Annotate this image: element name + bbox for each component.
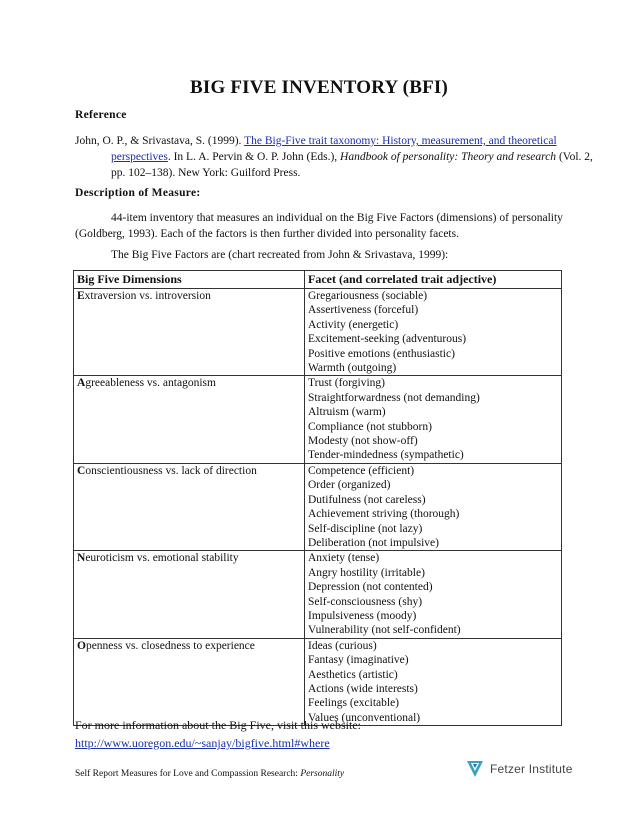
footer-italic: Personality xyxy=(300,769,345,779)
facet-item: Positive emotions (enthusiastic) xyxy=(308,347,455,360)
facet-item: Gregariousness (sociable) xyxy=(308,290,428,302)
dimension-cell xyxy=(74,376,305,463)
facet-item: Activity (energetic) xyxy=(308,318,399,331)
dimension-label: greeableness vs. antagonism xyxy=(85,377,216,390)
facet-item: Vulnerability (not self-confident) xyxy=(308,624,461,637)
facet-item: Trust (forgiving) xyxy=(308,377,385,390)
facet-item: Impulsiveness (moody) xyxy=(308,609,417,622)
facet-item: Tender-mindedness (sympathetic) xyxy=(308,449,464,462)
description-chart-note: The Big Five Factors are (chart recreated from John & Srivastava, 1999): xyxy=(111,249,449,261)
footer-text xyxy=(75,769,344,779)
dimension-initial: O xyxy=(77,639,86,652)
facet-item: Modesty (not show-off) xyxy=(308,435,418,448)
more-info-text: For more information about the Big Five, visit this website: xyxy=(75,718,361,732)
description-paragraph: 44-item inventory that measures an individual on the Big Five Factors (dimensions) of personality (Goldberg, 1993). Each of the factors is then further divided into personality facets. xyxy=(75,212,563,240)
facet-item: Depression (not contented) xyxy=(308,581,433,594)
facet-cell xyxy=(305,289,562,376)
citation-authors: John, O. P., & Srivastava, S. (1999). xyxy=(75,135,245,147)
dimension-cell xyxy=(74,551,305,638)
facet-cell xyxy=(305,463,562,550)
table-row xyxy=(74,289,562,376)
facet-item: Values (unconventional) xyxy=(308,711,421,724)
more-info xyxy=(75,716,361,752)
dimension-label: onscientiousness vs. lack of direction xyxy=(85,464,257,477)
facet-item: Angry hostility (irritable) xyxy=(308,566,425,579)
facet-cell xyxy=(305,376,562,463)
dimension-label: euroticism vs. emotional stability xyxy=(85,552,239,565)
dimension-initial: N xyxy=(77,552,86,565)
description-heading: Description of Measure: xyxy=(75,187,201,199)
facet-item: Deliberation (not impulsive) xyxy=(308,536,439,549)
more-info-link[interactable]: http://www.uoregon.edu/~sanjay/bigfive.html#where xyxy=(75,736,330,750)
facet-item: Compliance (not stubborn) xyxy=(308,420,432,433)
facet-item: Aesthetics (artistic) xyxy=(308,668,398,681)
dimension-label: penness vs. closedness to experience xyxy=(85,639,255,652)
footer-label: Self Report Measures for Love and Compassion Research: xyxy=(75,769,301,779)
facet-item: Fantasy (imaginative) xyxy=(308,654,409,667)
citation-tail: (Vol. 2, pp. 102–138). New York: Guilford Press. xyxy=(111,151,593,179)
table-header-row xyxy=(74,271,562,289)
citation-editors: . In L. A. Pervin & O. P. John (Eds.), xyxy=(167,151,341,163)
facet-item: Feelings (excitable) xyxy=(308,697,400,710)
header-facets: Facet (and correlated trait adjective) xyxy=(305,271,562,289)
table-row xyxy=(74,376,562,463)
facet-item: Excitement-seeking (adventurous) xyxy=(308,333,467,346)
page-title: BIG FIVE INVENTORY (BFI) xyxy=(189,77,449,98)
fetzer-logo xyxy=(466,760,573,778)
facet-item: Altruism (warm) xyxy=(308,406,386,419)
reference-citation xyxy=(75,133,601,181)
facet-item: Order (organized) xyxy=(308,479,391,492)
facet-item: Anxiety (tense) xyxy=(308,552,380,565)
facet-item: Actions (wide interests) xyxy=(308,682,418,695)
facet-cell xyxy=(305,551,562,638)
citation-book-title: Handbook of personality: Theory and research xyxy=(340,151,557,163)
dimension-cell xyxy=(74,289,305,376)
dimension-cell xyxy=(74,463,305,550)
reference-heading: Reference xyxy=(75,109,127,121)
big-five-table xyxy=(73,270,562,726)
facet-item: Achievement striving (thorough) xyxy=(308,508,460,521)
fetzer-logo-icon xyxy=(466,760,484,778)
table-row xyxy=(74,463,562,550)
facet-item: Competence (efficient) xyxy=(308,464,415,477)
facet-cell xyxy=(305,638,562,725)
facet-item: Dutifulness (not careless) xyxy=(308,493,426,506)
facet-item: Straightforwardness (not demanding) xyxy=(308,391,480,404)
facet-item: Assertiveness (forceful) xyxy=(308,304,419,317)
facet-item: Self-consciousness (shy) xyxy=(308,595,423,608)
dimension-initial: C xyxy=(77,464,86,477)
dimension-cell xyxy=(74,638,305,725)
citation-link[interactable]: The Big-Five trait taxonomy: History, measurement, and theoretical perspectives xyxy=(111,135,557,163)
dimension-label: xtraversion vs. introversion xyxy=(84,290,211,302)
logo-text: Fetzer Institute xyxy=(490,762,573,776)
dimension-initial: E xyxy=(77,290,85,302)
facet-item: Warmth (outgoing) xyxy=(308,362,397,375)
dimension-initial: A xyxy=(77,377,86,390)
facet-item: Self-discipline (not lazy) xyxy=(308,522,423,535)
table-row xyxy=(74,551,562,638)
facet-item: Ideas (curious) xyxy=(308,639,377,652)
table-row xyxy=(74,638,562,725)
header-dimensions: Big Five Dimensions xyxy=(74,271,305,289)
